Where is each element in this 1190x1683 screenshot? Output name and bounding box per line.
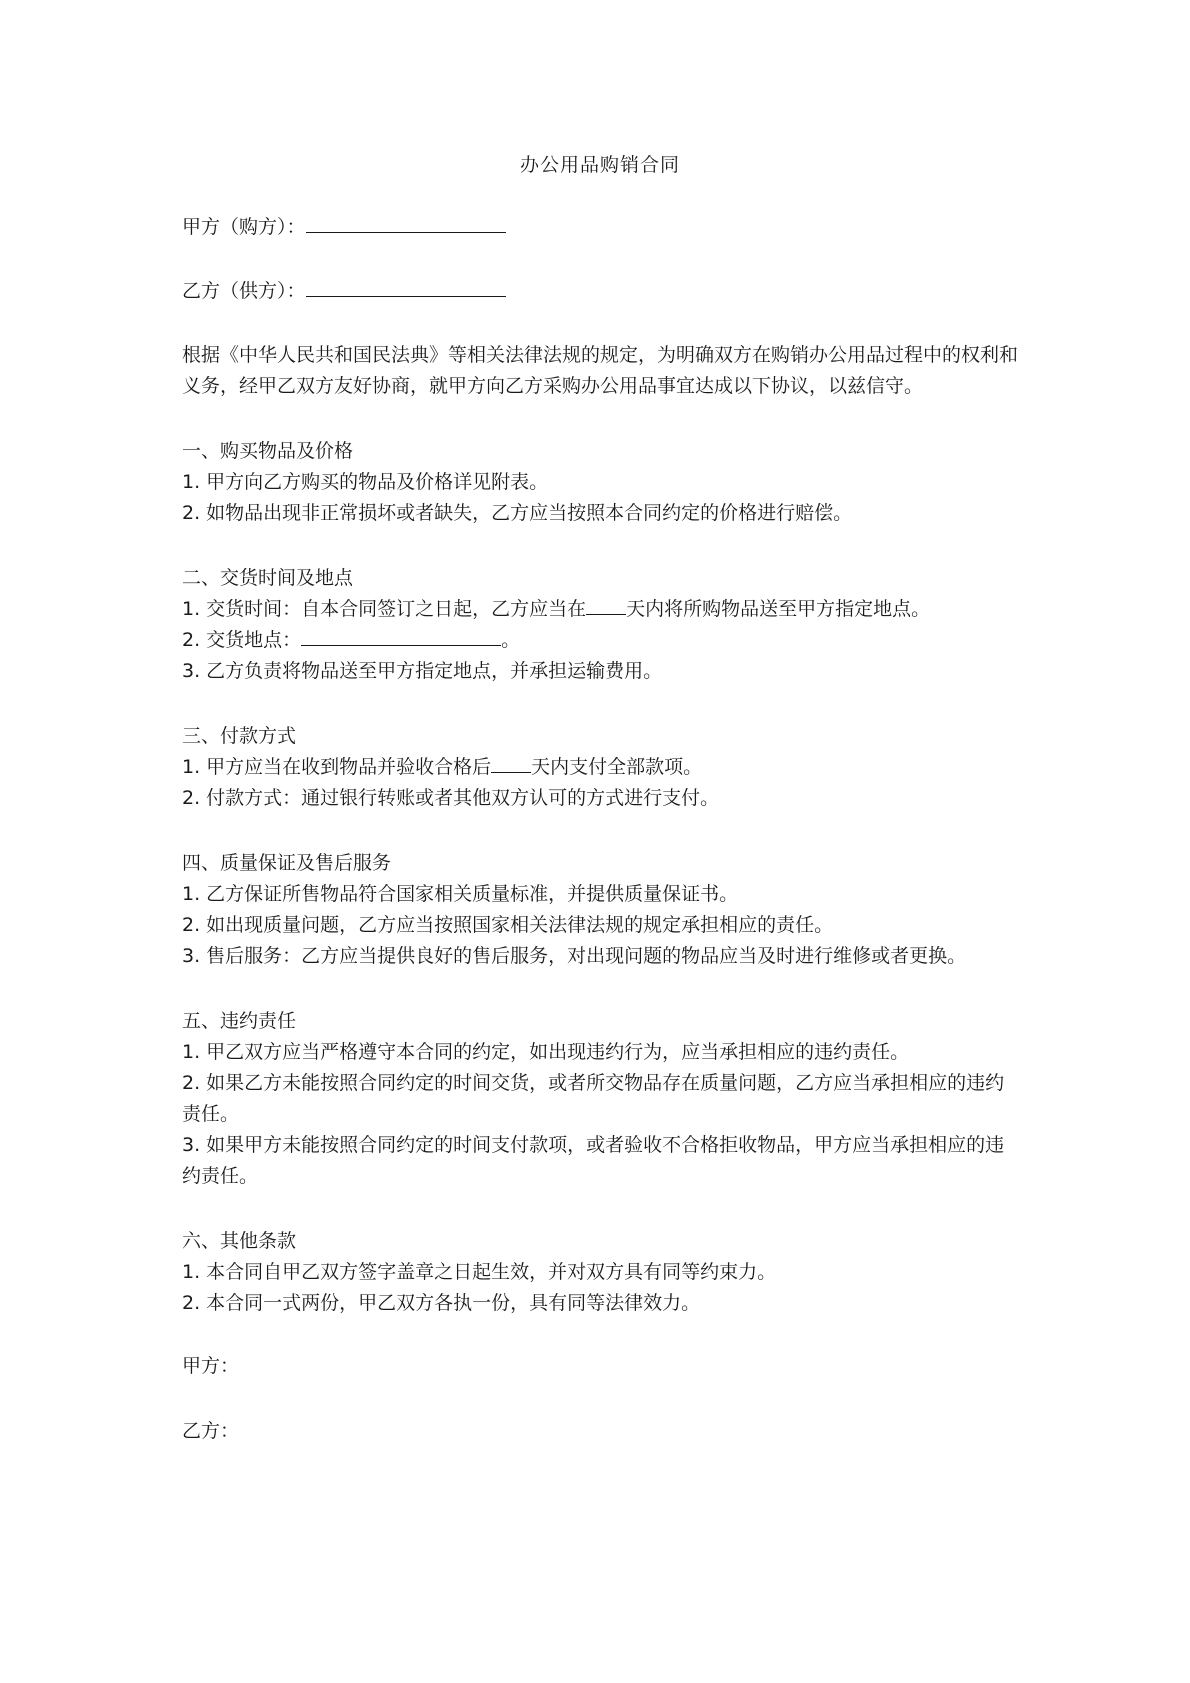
clause: 3. 售后服务：乙方应当提供良好的售后服务，对出现问题的物品应当及时进行维修或者更换。	[182, 945, 967, 967]
contract-page	[182, 152, 1018, 1483]
section-payment	[182, 721, 1018, 814]
clause: 2. 如果乙方未能按照合同约定的时间交货，或者所交物品存在质量问题，乙方应当承担相应的违约责任。	[182, 1072, 1005, 1125]
clause: 2. 付款方式：通过银行转账或者其他双方认可的方式进行支付。	[182, 787, 720, 809]
section-other-terms	[182, 1226, 1018, 1319]
clause: 1. 本合同自甲乙双方签字盖章之日起生效，并对双方具有同等约束力。	[182, 1261, 777, 1283]
clause-delivery-place	[182, 625, 1018, 656]
clause: 3. 如果甲方未能按照合同约定的时间支付款项，或者验收不合格拒收物品，甲方应当承担相应的违约责任。	[182, 1134, 1005, 1187]
section-liability	[182, 1006, 1018, 1192]
section-delivery	[182, 563, 1018, 687]
signature-party-b: 乙方：	[182, 1420, 240, 1442]
place-blank	[301, 625, 501, 646]
clause-text: 1. 甲方应当在收到物品并验收合格后	[182, 756, 492, 778]
section-purchase-items	[182, 436, 1018, 529]
section-heading: 五、违约责任	[182, 1010, 297, 1032]
section-heading: 四、质量保证及售后服务	[182, 852, 392, 874]
clause-text: 1. 交货时间：自本合同签订之日起，乙方应当在	[182, 598, 587, 620]
clause-text: 2. 交货地点：	[182, 629, 302, 651]
clause-delivery-time	[182, 594, 1018, 625]
document-title: 办公用品购销合同	[519, 154, 680, 176]
party-b-blank	[306, 276, 506, 297]
clause: 3. 乙方负责将物品送至甲方指定地点，并承担运输费用。	[182, 660, 663, 682]
clause: 2. 如物品出现非正常损坏或者缺失，乙方应当按照本合同约定的价格进行赔偿。	[182, 502, 853, 524]
days-blank	[586, 594, 626, 615]
party-b-label: 乙方（供方）：	[182, 280, 306, 302]
party-a-label: 甲方（购方）：	[182, 216, 306, 238]
section-quality	[182, 848, 1018, 972]
party-b-line	[182, 276, 1018, 304]
clause: 2. 如出现质量问题，乙方应当按照国家相关法律法规的规定承担相应的责任。	[182, 914, 834, 936]
clause-text: 。	[501, 629, 521, 651]
section-heading: 二、交货时间及地点	[182, 567, 354, 589]
intro-paragraph: 根据《中华人民共和国民法典》等相关法律法规的规定，为明确双方在购销办公用品过程中的权利和义务，经甲乙双方友好协商，就甲方向乙方采购办公用品事宜达成以下协议，以兹信守。	[182, 344, 1019, 397]
signature-party-a: 甲方：	[182, 1355, 240, 1377]
clause: 1. 乙方保证所售物品符合国家相关质量标准，并提供质量保证书。	[182, 883, 739, 905]
party-a-line	[182, 212, 1018, 240]
section-heading: 三、付款方式	[182, 725, 297, 747]
clause-text: 天内支付全部款项。	[531, 756, 703, 778]
days-blank	[491, 752, 531, 773]
section-heading: 一、购买物品及价格	[182, 440, 354, 462]
clause-payment-time	[182, 752, 1018, 783]
clause: 2. 本合同一式两份，甲乙双方各执一份，具有同等法律效力。	[182, 1292, 701, 1314]
party-a-blank	[306, 212, 506, 233]
clause: 1. 甲乙双方应当严格遵守本合同的约定，如出现违约行为，应当承担相应的违约责任。	[182, 1041, 910, 1063]
clause-text: 天内将所购物品送至甲方指定地点。	[626, 598, 931, 620]
section-heading: 六、其他条款	[182, 1230, 297, 1252]
clause: 1. 甲方向乙方购买的物品及价格详见附表。	[182, 471, 549, 493]
